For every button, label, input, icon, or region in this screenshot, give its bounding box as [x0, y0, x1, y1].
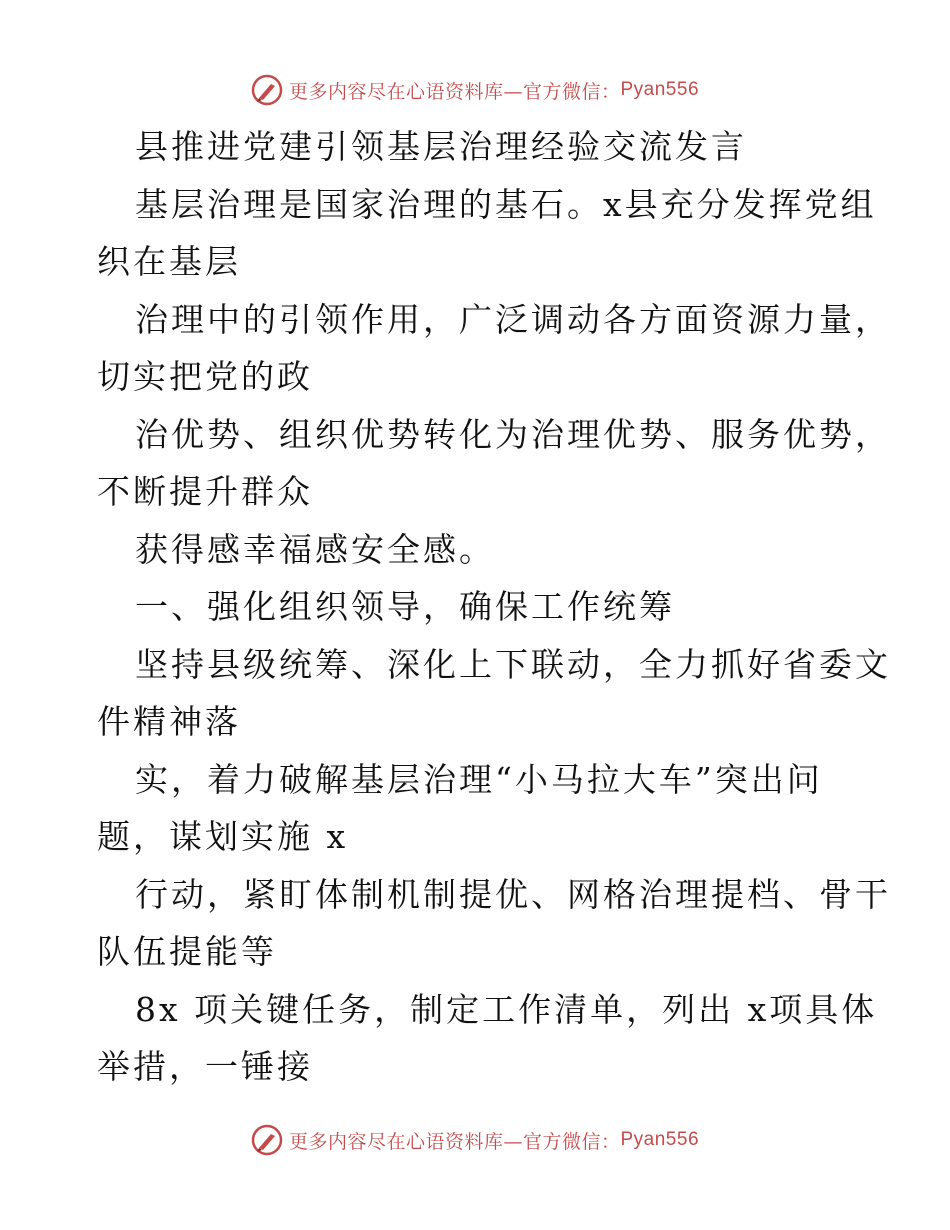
text-line: 治理中的引领作用，广泛调动各方面资源力量， — [135, 299, 891, 339]
text-line: 织在基层 — [97, 242, 241, 281]
text-line: 基层治理是国家治理的基石。x县充分发挥党组 — [135, 184, 877, 224]
text-line: 坚持县级统筹、深化上下联动，全力抓好省委文 — [135, 644, 891, 684]
pen-logo-icon — [251, 74, 283, 106]
text-line: 获得感幸福感安全感。 — [135, 529, 495, 569]
watermark-id: Pyan556 — [620, 79, 700, 100]
footer-watermark — [0, 1120, 950, 1160]
watermark-text: 更多内容尽在心语资料库—官方微信： — [288, 80, 621, 103]
text-line: 治优势、组织优势转化为治理优势、服务优势， — [135, 414, 891, 454]
watermark-text: 更多内容尽在心语资料库—官方微信： — [288, 1130, 621, 1153]
text-line: 不断提升群众 — [97, 472, 313, 511]
watermark-id: Pyan556 — [620, 1129, 700, 1150]
document-title: 县推进党建引领基层治理经验交流发言 — [135, 127, 747, 166]
text-line: 题，谋划实施 x — [97, 817, 349, 856]
text-line: 实，着力破解基层治理“小马拉大车”突出问 — [135, 759, 823, 799]
text-line: 8x 项关键任务，制定工作清单，列出 x项具体 — [135, 989, 878, 1029]
pen-logo-icon — [251, 1124, 283, 1156]
section-heading: 一、强化组织领导，确保工作统筹 — [135, 587, 675, 626]
text-line: 队伍提能等 — [97, 932, 277, 971]
text-line: 切实把党的政 — [97, 357, 313, 396]
text-line: 举措，一锤接 — [97, 1047, 313, 1086]
document-body — [97, 118, 891, 1096]
text-line: 行动，紧盯体制机制提优、网格治理提档、骨干 — [135, 874, 891, 914]
text-line: 件精神落 — [97, 702, 241, 741]
header-watermark — [0, 70, 950, 110]
